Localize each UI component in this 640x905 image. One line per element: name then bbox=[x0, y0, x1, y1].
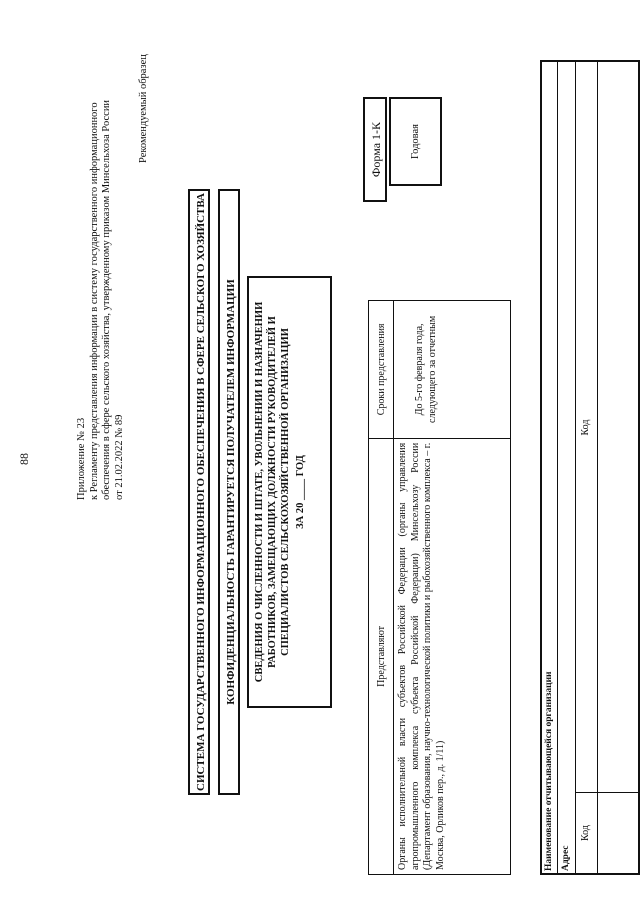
submission-table bbox=[368, 300, 511, 875]
code-label-1: Код bbox=[575, 792, 598, 873]
code-label-2: Код bbox=[575, 62, 598, 793]
period-label: Годовая bbox=[389, 97, 442, 186]
code-column-cell bbox=[597, 792, 638, 873]
appendix-header bbox=[76, 30, 126, 500]
report-title-line-3: СПЕЦИАЛИСТОВ СЕЛЬСКОХОЗЯЙСТВЕННОЙ ОРГАНИЗАЦИИ bbox=[280, 328, 291, 656]
page-number: 88 bbox=[17, 453, 31, 465]
organization-block bbox=[540, 60, 640, 875]
header-deadline: Сроки представления bbox=[369, 301, 394, 439]
address-label: Адрес bbox=[557, 62, 576, 873]
report-title-line-2: РАБОТНИКОВ, ЗАМЕЩАЮЩИХ ДОЛЖНОСТИ РУКОВОДИТЕЛЕЙ И bbox=[267, 316, 278, 668]
report-title-box bbox=[247, 276, 332, 708]
appendix-line-4: от 21.02.2022 № 89 bbox=[113, 414, 125, 500]
report-year-line: ЗА 20 ____ ГОД bbox=[295, 455, 306, 529]
organization-name-label: Наименование отчитывающейся организации bbox=[542, 62, 558, 873]
confidentiality-banner: КОНФИДЕНЦИАЛЬНОСТЬ ГАРАНТИРУЕТСЯ ПОЛУЧАТЕЛЕМ ИНФОРМАЦИИ bbox=[218, 189, 240, 795]
appendix-line-1: Приложение № 23 bbox=[76, 417, 87, 500]
appendix-line-3: обеспечения в сфере сельского хозяйства, утвержденному приказом Минсельхоза России bbox=[101, 99, 112, 500]
form-number: Форма 1-К bbox=[363, 97, 387, 202]
deadline-cell: До 5-го февраля года, следующего за отчетным bbox=[394, 301, 511, 439]
header-submits: Представляют bbox=[369, 438, 394, 874]
code-section bbox=[575, 62, 638, 873]
appendix-line-2: к Регламенту представления информации в систему государственного информационного bbox=[88, 102, 100, 500]
submits-cell: Органы исполнительной власти субъектов Российской Федерации (органы управления агропромышленного комплекса субъекта Российской Федерации) Минсельхозу России (Департамент образования, научно-технологической политики и рыбохозяйственного комплекса – г. Москва, Орликов пер., д. 1/11) bbox=[394, 438, 511, 874]
recommended-sample-label: Рекомендуемый образец bbox=[138, 54, 149, 163]
report-title-line-1: СВЕДЕНИЯ О ЧИСЛЕННОСТИ И ШТАТЕ, УВОЛЬНЕНИИ И НАЗНАЧЕНИИ bbox=[254, 301, 265, 683]
system-banner: СИСТЕМА ГОСУДАРСТВЕННОГО ИНФОРМАЦИОННОГО ОБЕСПЕЧЕНИЯ В СФЕРЕ СЕЛЬСКОГО ХОЗЯЙСТВА bbox=[188, 189, 210, 795]
